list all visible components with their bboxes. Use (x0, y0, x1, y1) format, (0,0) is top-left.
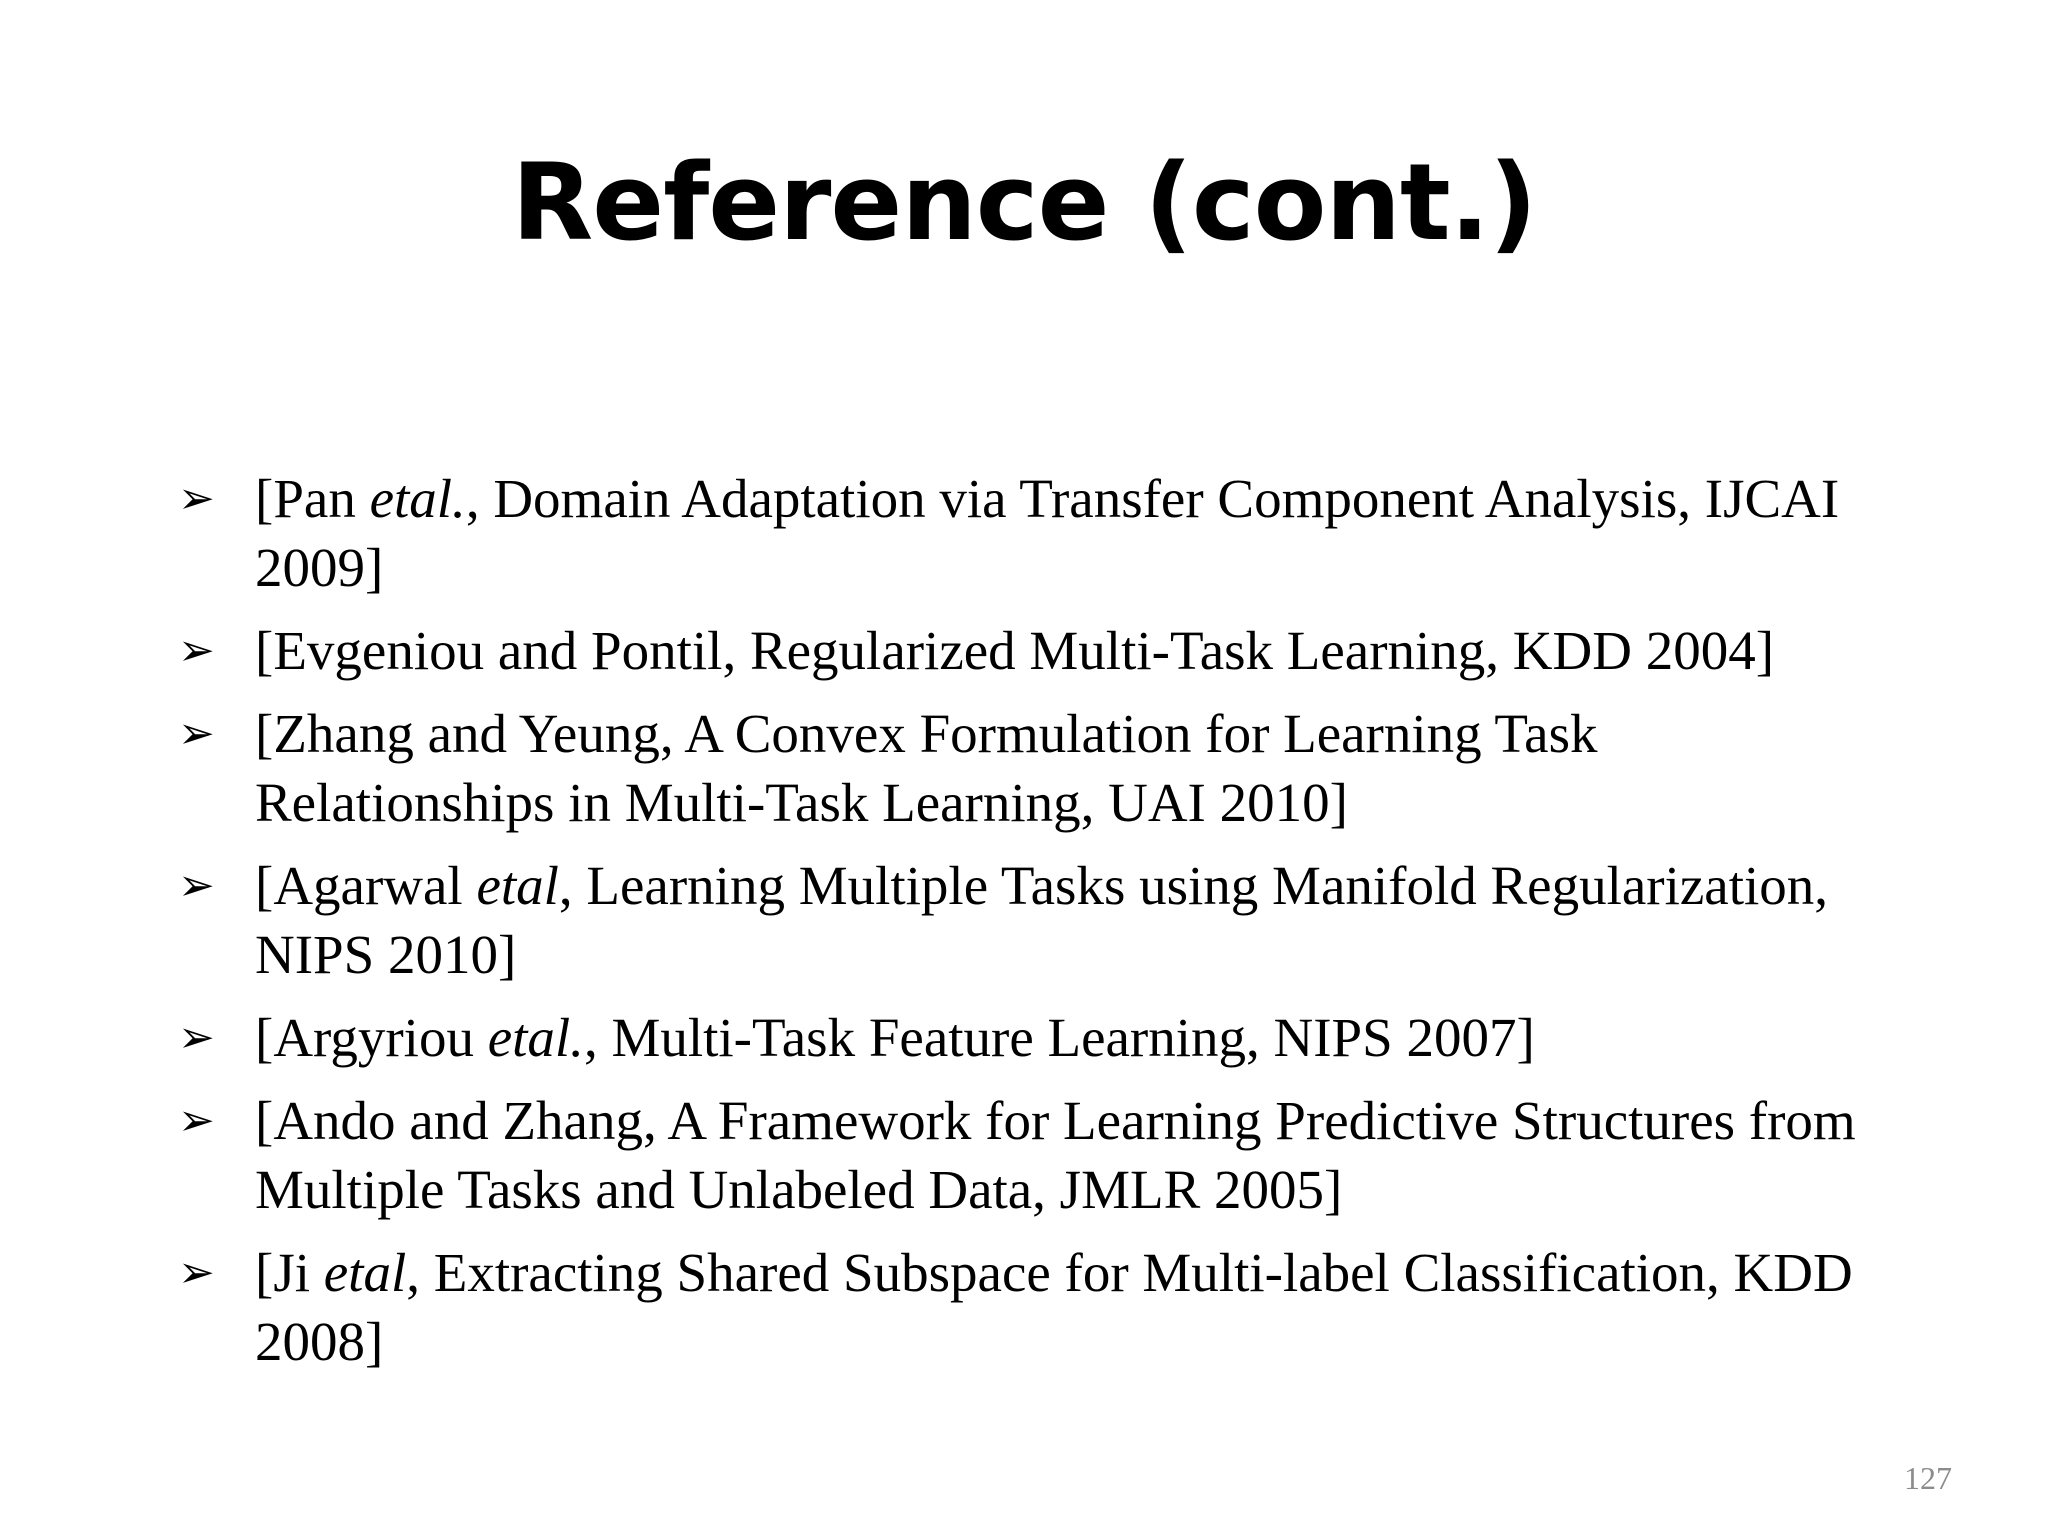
reference-text: [Agarwal (255, 855, 477, 916)
reference-item (178, 616, 1898, 685)
reference-item (178, 699, 1898, 837)
reference-text: [Zhang and Yeung, A Convex Formulation for Learning Task Relationships in Multi-Task Learning, UAI 2010] (255, 703, 1598, 833)
arrow-bullet-icon: ➢ (178, 860, 215, 911)
reference-text: [Evgeniou and Pontil, Regularized Multi-Task Learning, KDD 2004] (255, 620, 1775, 681)
arrow-bullet-icon: ➢ (178, 473, 215, 524)
reference-text: [Argyriou (255, 1007, 488, 1068)
reference-item (178, 464, 1898, 602)
reference-text: [Ando and Zhang, A Framework for Learning Predictive Structures from Multiple Tasks and Unlabeled Data, JMLR 2005] (255, 1090, 1856, 1220)
reference-etal: etal. (487, 1007, 584, 1068)
arrow-bullet-icon: ➢ (178, 1012, 215, 1063)
reference-text: , Domain Adaptation via Transfer Component Analysis, IJCAI 2009] (255, 468, 1840, 598)
page-number: 127 (1904, 1460, 1952, 1496)
reference-etal: etal (476, 855, 559, 916)
reference-text: [Pan (255, 468, 370, 529)
reference-list (178, 464, 1898, 1390)
reference-item (178, 1086, 1898, 1224)
arrow-bullet-icon: ➢ (178, 1095, 215, 1146)
arrow-bullet-icon: ➢ (178, 708, 215, 759)
slide-title: Reference (cont.) (511, 141, 1537, 264)
reference-text: , Learning Multiple Tasks using Manifold Regularization, NIPS 2010] (255, 855, 1829, 985)
reference-item (178, 851, 1898, 989)
reference-text: , Multi-Task Feature Learning, NIPS 2007] (583, 1007, 1535, 1068)
reference-etal: etal. (369, 468, 466, 529)
reference-text: , Extracting Shared Subspace for Multi-label Classification, KDD 2008] (255, 1242, 1853, 1372)
reference-etal: etal (323, 1242, 407, 1303)
arrow-bullet-icon: ➢ (178, 625, 215, 676)
reference-text: [Ji (255, 1242, 324, 1303)
reference-item (178, 1003, 1898, 1072)
arrow-bullet-icon: ➢ (178, 1247, 215, 1298)
reference-item (178, 1238, 1898, 1376)
